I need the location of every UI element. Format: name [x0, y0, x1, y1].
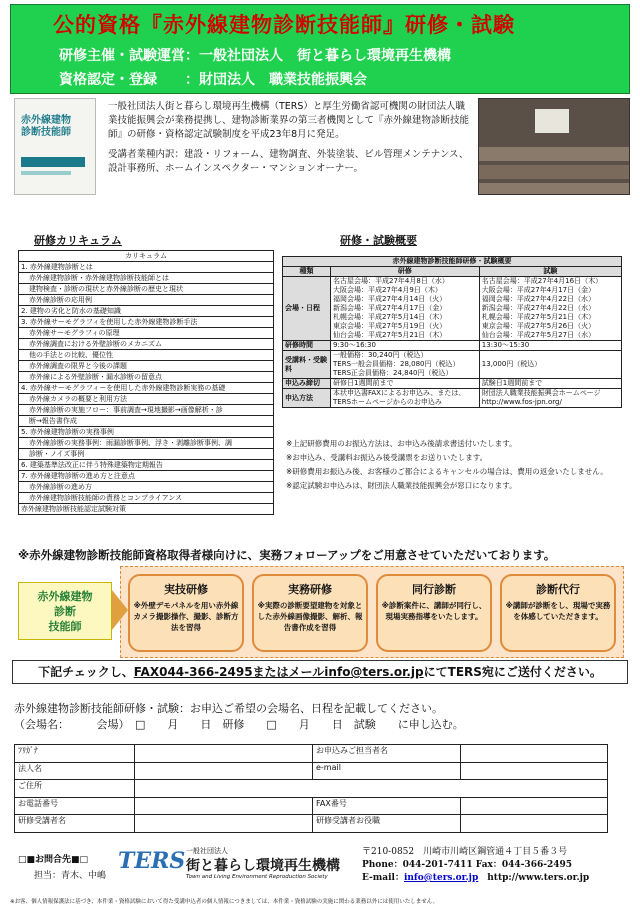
card-business-training	[252, 574, 368, 652]
inquiry-block	[18, 852, 106, 884]
curriculum-row	[19, 438, 274, 449]
application-form	[14, 744, 608, 833]
training-time: 9:30～16:30	[331, 341, 480, 351]
fee-ters-regular: TERS正会員価格：24,840円（税込）	[333, 369, 453, 377]
curriculum-row	[19, 405, 274, 416]
venue-date: 東京会場：平成27年5月19日（火）	[333, 322, 447, 330]
textbook-band	[21, 157, 85, 167]
exam-time: 13:30～15:30	[479, 341, 621, 351]
fee-ters-general: TERS一般会員価格：28,080円（税込）	[333, 360, 460, 368]
curriculum-item: 5. 赤外線建物診断の実務事例	[19, 427, 274, 438]
curriculum-row	[19, 427, 274, 438]
email-label: e-mail	[313, 762, 461, 780]
curriculum-row	[19, 460, 274, 471]
logo-org-type: 一般社団法人	[186, 847, 228, 855]
exam-deadline: 試験日1週間前まで	[479, 379, 621, 389]
textbook-image	[14, 98, 96, 195]
fax-instruction	[12, 660, 628, 684]
logo-org-english: Town and Living Environment Reproduction Society	[186, 874, 328, 880]
trainee-label: 研修受講者名	[15, 815, 135, 833]
exam-method: 財団法人職業技能振興会ホームページ http://www.fos-jpn.org/	[479, 389, 621, 408]
projector-screen	[535, 109, 569, 133]
intro-text	[108, 100, 474, 182]
card-title: 診断代行	[536, 583, 580, 596]
training-method: 本状申込書FAXによるお申込み、または、TERSホームページからのお申込み	[331, 389, 480, 408]
overview-table	[282, 256, 622, 408]
training-deadline: 研修日1週間前まで	[331, 379, 480, 389]
venue-date: 札幌会場：平成27年5月21日（木）	[481, 313, 596, 321]
curriculum-item: 赤外線診断の実施フロー：事前調査→現地撮影→画像解析・診	[19, 405, 274, 416]
venue-date: 札幌会場：平成27年5月14日（木）	[333, 313, 447, 321]
exam-dates	[479, 277, 621, 341]
privacy-disclaimer: ※お客、個人情報保護法に基づき、本件業・資格試験において得た受講申込者の個人情報につきましては、本件業・資格試験の実施に関わる業務以外には使用いたしません。	[10, 899, 439, 905]
fee-label: 受講料・受験料	[283, 351, 331, 379]
page-title: 公的資格『赤外線建物診断技能師』研修・試験	[53, 13, 515, 37]
curriculum-item: 赤外線建物診断技能認定試験対策	[19, 504, 274, 515]
curriculum-item: 6. 建築基準法改正に伴う特殊建築物定期報告	[19, 460, 274, 471]
curriculum-item: 2. 建物の劣化と防水の基礎知識	[19, 306, 274, 317]
trainee-field[interactable]	[135, 815, 313, 833]
card-diagnosis-agency	[500, 574, 616, 652]
overview-caption: 赤外線建物診断技能師研修・試験概要	[283, 257, 622, 267]
organizer-line: 研修主催・試験運営：一般社団法人 街と暮らし環境再生機構	[59, 48, 451, 64]
card-accompanied-diagnosis	[376, 574, 492, 652]
curriculum-row	[19, 262, 274, 273]
curriculum-item: 赤外線建物診断技能師の責務とコンプライアンス	[19, 493, 274, 504]
curriculum-item: 7. 赤外線建物診断の進め方と注意点	[19, 471, 274, 482]
curriculum-row	[19, 482, 274, 493]
fee-general: 一般価格：30,240円（税込）	[333, 351, 428, 359]
venue-date: 名古屋会場：平成27年4月8日（水）	[333, 277, 449, 285]
deadline-label: 申込み締切	[283, 379, 331, 389]
exam-fee: 13,000円（税込）	[479, 351, 621, 379]
card-title: 同行診断	[412, 583, 456, 596]
overview-heading: 研修・試験概要	[340, 234, 417, 247]
email-label-text: E-mail：	[362, 873, 404, 883]
venue-date: 福岡会場：平成27年4月14日（火）	[333, 295, 447, 303]
curriculum-row	[19, 317, 274, 328]
note-item: ※認定試験お申込みは、財団法人職業技能振興会が窓口になります。	[286, 481, 517, 490]
audience-row	[479, 147, 630, 161]
curriculum-item: 赤外線カメラの概要と利用方法	[19, 394, 274, 405]
venue-date: 名古屋会場：平成27年4月16日（木）	[481, 277, 603, 285]
apply-instruction: 赤外線建物診断技能師研修・試験：お申込ご希望の会場名、日程を記載してください。	[14, 702, 443, 715]
intro-industries: 受講者業種内訳：建設・リフォーム、建物調査、外装塗装、ビル管理メンテナンス、設計事務所、ホームインスペクター・マンションオーナー。	[108, 149, 469, 174]
contact-block	[362, 846, 589, 885]
badge-line: 診断	[54, 605, 76, 618]
fax-post: にてTERS宛にご送付ください。	[423, 665, 602, 679]
address-field[interactable]	[135, 780, 608, 798]
company-field[interactable]	[135, 762, 313, 780]
card-body: ※診断案件に、講師が同行し、現場実務指導をいたします。	[381, 601, 487, 621]
venue-date: 新潟会場：平成27年4月17日（金）	[333, 304, 447, 312]
note-item: ※お申込み、受講料お振込み後受講票をお送りいたします。	[286, 453, 488, 462]
card-title: 実技研修	[164, 583, 208, 596]
curriculum-row	[19, 361, 274, 372]
venue-date: 仙台会場：平成27年5月27日（水）	[481, 331, 596, 339]
curriculum-item: 1. 赤外線建物診断とは	[19, 262, 274, 273]
curriculum-row	[19, 273, 274, 284]
curriculum-heading: 研修カリキュラム	[34, 234, 122, 247]
card-body: ※外壁デモパネルを用い赤外線カメラ撮影操作、撮影、診断方法を習得	[133, 601, 239, 632]
audience-row	[479, 183, 630, 195]
venue-date: 大阪会場：平成27年4月9日（木）	[333, 286, 442, 294]
curriculum-item: 赤外線診断の実務事例：雨漏診断事例、浮き・剥離診断事例、調	[19, 438, 274, 449]
phone-field[interactable]	[135, 797, 313, 815]
certifier-line: 資格認定・登録 ：財団法人 職業技能振興会	[59, 72, 367, 88]
person-field[interactable]	[461, 745, 608, 763]
furigana-label: ﾌﾘｶﾞﾅ	[15, 745, 135, 763]
curriculum-item: 他の手法との比較、優位性	[19, 350, 274, 361]
fax-field[interactable]	[461, 797, 608, 815]
badge-line: 赤外線建物	[37, 590, 93, 603]
textbook-title: 赤外線建物診断技能師	[21, 115, 71, 138]
curriculum-row	[19, 416, 274, 427]
curriculum-row	[19, 350, 274, 361]
curriculum-item: 建物検査・診断の現状と赤外線診断の歴史と現状	[19, 284, 274, 295]
technician-badge	[18, 582, 112, 640]
curriculum-row	[19, 471, 274, 482]
note-item: ※上記研修費用のお振込方法は、お申込み後請求書送付いたします。	[286, 439, 517, 448]
furigana-field[interactable]	[135, 745, 313, 763]
ters-logo	[118, 846, 346, 884]
phone-fax: Phone：044-201-7411 Fax：044-366-2495	[362, 860, 572, 870]
venue-date: 東京会場：平成27年5月26日（火）	[481, 322, 596, 330]
fax-label: FAX番号	[313, 797, 461, 815]
apply-selection[interactable]: （会場名： 会場） □ 月 日 研修 □ 月 日 試験 に申し込む。	[14, 718, 464, 731]
curriculum-item: 赤外線サーモグラフィの原理	[19, 328, 274, 339]
trainee-title-label: 研修受講者お役職	[313, 815, 461, 833]
curriculum-row	[19, 504, 274, 515]
email-link[interactable]: info@ters.or.jp	[403, 873, 479, 883]
curriculum-row	[19, 306, 274, 317]
note-item: ※研修費用お振込み後、お客様のご都合によるキャンセルの場合は、費用の返金いたしません。	[286, 467, 608, 476]
curriculum-item: 断→報告書作成	[19, 416, 274, 427]
company-label: 法人名	[15, 762, 135, 780]
notes	[286, 438, 626, 494]
training-fees	[331, 351, 480, 379]
curriculum-row	[19, 328, 274, 339]
website-link[interactable]: http://www.ters.or.jp	[487, 873, 590, 883]
curriculum-row	[19, 339, 274, 350]
curriculum-row	[19, 449, 274, 460]
card-body: ※講師が診断をし、現場で実務を体感していただきます。	[505, 601, 611, 621]
curriculum-table-header: カリキュラム	[19, 251, 274, 262]
card-practical-training	[128, 574, 244, 652]
curriculum-item: 赤外線による外壁診断・漏水診断の留意点	[19, 372, 274, 383]
fax-pre: 下記チェックし、	[38, 665, 134, 679]
card-body: ※実際の診断要望建物を対象とした赤外線画像撮影、解析、報告書作成を習得	[257, 601, 363, 632]
fax-contact[interactable]: FAX044-366-2495またはメールinfo@ters.or.jp	[133, 665, 424, 679]
venue-date: 新潟会場：平成27年4月22日（水）	[481, 304, 596, 312]
col-exam: 試験	[479, 267, 621, 277]
time-label: 研修時間	[283, 341, 331, 351]
curriculum-row	[19, 493, 274, 504]
address: 〒210-0852 川崎市川崎区鋼管通４丁目５番３号	[362, 847, 568, 857]
inquiry-heading: □■お問合先■□	[18, 855, 89, 865]
logo-mark: TERS	[118, 848, 186, 874]
curriculum-row	[19, 295, 274, 306]
address-label: ご住所	[15, 780, 135, 798]
venue-date: 福岡会場：平成27年4月22日（水）	[481, 295, 596, 303]
curriculum-item: 4. 赤外線サーモグラフィーを使用した赤外線建物診断実務の基礎	[19, 383, 274, 394]
curriculum-row	[19, 383, 274, 394]
col-type: 種類	[283, 267, 331, 277]
staff-name: 担当：青木、中嶋	[34, 871, 107, 881]
arrow-icon	[112, 590, 128, 630]
curriculum-table	[18, 250, 274, 515]
col-training: 研修	[331, 267, 480, 277]
followup-title: ※赤外線建物診断技能師資格取得者様向けに、実務フォローアップをご用意させていただいております。	[18, 548, 556, 562]
curriculum-row	[19, 394, 274, 405]
curriculum-item: 診断・ノイズ事例	[19, 449, 274, 460]
logo-org-name: 街と暮らし環境再生機構	[186, 858, 340, 874]
email-url-line	[362, 872, 589, 885]
method-label: 申込方法	[283, 389, 331, 408]
header-banner	[10, 4, 630, 94]
curriculum-item: 赤外線調査の限界と今後の課題	[19, 361, 274, 372]
audience-row	[479, 165, 630, 179]
training-dates	[331, 277, 480, 341]
seminar-photo	[478, 98, 630, 195]
intro-paragraph: 一般社団法人街と暮らし環境再生機構（TERS）と厚生労働省認可機関の財団法人職業技能振興会が業務提携し、建物診断業界の第三者機関として『赤外線建物診断技能師』の研修・資格認定試験制度を平成23年8月に発足。	[108, 101, 470, 140]
trainee-title-field[interactable]	[461, 815, 608, 833]
venue-label: 会場・日程	[283, 277, 331, 341]
email-field[interactable]	[461, 762, 608, 780]
badge-line: 技能師	[48, 620, 82, 633]
curriculum-item: 赤外線診断の進め方	[19, 482, 274, 493]
venue-date: 大阪会場：平成27年4月17日（金）	[481, 286, 596, 294]
curriculum-item: 3. 赤外線サーモグラフィを使用した赤外線建物診断手法	[19, 317, 274, 328]
curriculum-item: 赤外線調査における外壁診断のメカニズム	[19, 339, 274, 350]
curriculum-item: 赤外線診断の応用例	[19, 295, 274, 306]
curriculum-row	[19, 372, 274, 383]
person-label: お申込みご担当者名	[313, 745, 461, 763]
venue-date: 仙台会場：平成27年5月21日（木）	[333, 331, 447, 339]
textbook-stripe	[21, 171, 71, 175]
curriculum-item: 赤外線建物診断・赤外線建物診断技能師とは	[19, 273, 274, 284]
curriculum-row	[19, 284, 274, 295]
phone-label: お電話番号	[15, 797, 135, 815]
card-title: 実務研修	[288, 583, 332, 596]
